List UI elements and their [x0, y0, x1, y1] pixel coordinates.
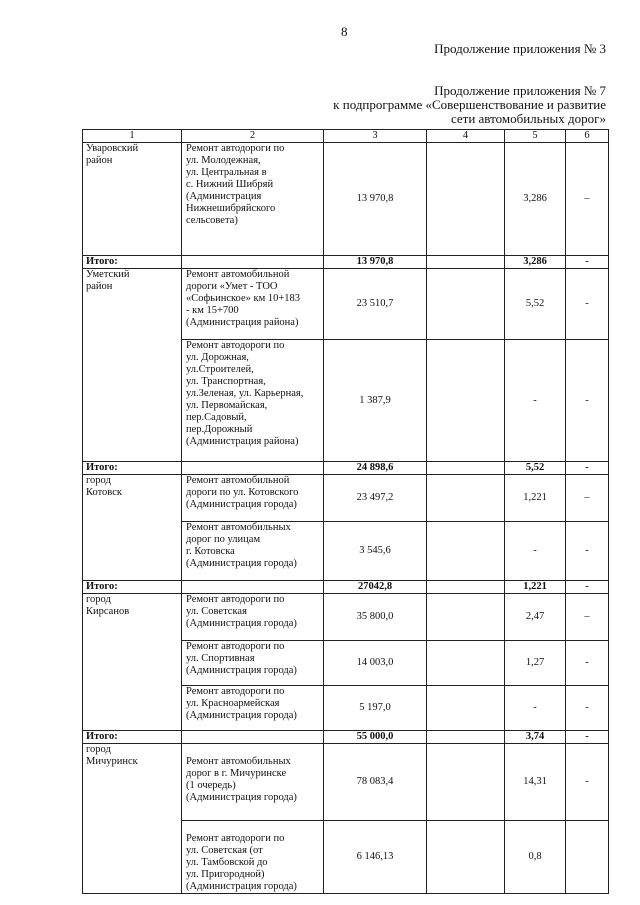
- cost-cell: 5 197,0: [324, 686, 427, 731]
- total-length: 3,286: [505, 256, 566, 269]
- road-repair-table: [82, 129, 609, 894]
- column-number: 1: [83, 130, 182, 143]
- col6-cell: -: [566, 686, 609, 731]
- region-cell: город Котовск: [83, 475, 182, 581]
- column-number: 2: [182, 130, 324, 143]
- total-label: Итого:: [83, 581, 182, 594]
- work-description: Ремонт автомобильной дороги по ул. Котовского (Администрация города): [182, 475, 324, 522]
- work-description: Ремонт автодороги по ул. Дорожная, ул.Строителей, ул. Транспортная, ул.Зеленая, ул. Карьерная, ул. Первомайская, пер.Садовый, пер.Дорожный (Администрация района): [182, 340, 324, 462]
- col6-cell: -: [566, 340, 609, 462]
- cost-cell: 6 146,13: [324, 821, 427, 894]
- col6-cell: -: [566, 269, 609, 340]
- length-cell: 0,8: [505, 821, 566, 894]
- col6-cell: -: [566, 522, 609, 581]
- length-cell: -: [505, 340, 566, 462]
- region-cell: город Мичуринск: [83, 744, 182, 894]
- work-description: Ремонт автодороги по ул. Советская (Администрация города): [182, 594, 324, 641]
- total-length: 1,221: [505, 581, 566, 594]
- table-row: [83, 744, 609, 821]
- total-cost: 24 898,6: [324, 462, 427, 475]
- total-col6: -: [566, 581, 609, 594]
- col4-cell: [427, 821, 505, 894]
- col4-cell: [427, 475, 505, 522]
- col6-cell: -: [566, 641, 609, 686]
- empty-cell: [427, 256, 505, 269]
- empty-cell: [427, 581, 505, 594]
- cost-cell: 78 083,4: [324, 744, 427, 821]
- appendix-continuation-3: Продолжение приложения № 3: [434, 41, 606, 56]
- work-description: Ремонт автодороги по ул. Молодежная, ул. Центральная в с. Нижний Шибряй (Администрация Нижнешибряйского сельсовета): [182, 143, 324, 256]
- col4-cell: [427, 594, 505, 641]
- work-description: Ремонт автомобильной дороги «Умет - ТОО «Софьинское» км 10+183 - км 15+700 (Администрация района): [182, 269, 324, 340]
- total-cost: 55 000,0: [324, 731, 427, 744]
- total-row: [83, 256, 609, 269]
- cost-cell: 23 510,7: [324, 269, 427, 340]
- cost-cell: 13 970,8: [324, 143, 427, 256]
- table-row: [83, 475, 609, 522]
- col4-cell: [427, 340, 505, 462]
- column-number: 6: [566, 130, 609, 143]
- cost-cell: 23 497,2: [324, 475, 427, 522]
- total-label: Итого:: [83, 256, 182, 269]
- col6-cell: –: [566, 475, 609, 522]
- page-number: 8: [341, 24, 348, 39]
- length-cell: -: [505, 686, 566, 731]
- work-description: Ремонт автодороги по ул. Спортивная (Администрация города): [182, 641, 324, 686]
- length-cell: 1,221: [505, 475, 566, 522]
- work-description: Ремонт автодороги по ул. Красноармейская (Администрация города): [182, 686, 324, 731]
- empty-cell: [427, 462, 505, 475]
- appendix-continuation-7: Продолжение приложения № 7: [434, 83, 606, 98]
- empty-cell: [182, 462, 324, 475]
- table-row: [83, 269, 609, 340]
- total-col6: -: [566, 256, 609, 269]
- col6-cell: -: [566, 744, 609, 821]
- col4-cell: [427, 143, 505, 256]
- col6-cell: –: [566, 143, 609, 256]
- cost-cell: 35 800,0: [324, 594, 427, 641]
- work-description: Ремонт автодороги по ул. Советская (от ул. Тамбовской до ул. Пригородной) (Администрация города): [182, 821, 324, 894]
- work-description: Ремонт автомобильных дорог по улицам г. Котовска (Администрация города): [182, 522, 324, 581]
- cost-cell: 1 387,9: [324, 340, 427, 462]
- column-number: 3: [324, 130, 427, 143]
- total-row: [83, 581, 609, 594]
- col6-cell: –: [566, 594, 609, 641]
- length-cell: 14,31: [505, 744, 566, 821]
- length-cell: 2,47: [505, 594, 566, 641]
- empty-cell: [182, 731, 324, 744]
- empty-cell: [427, 731, 505, 744]
- length-cell: 3,286: [505, 143, 566, 256]
- total-length: 3,74: [505, 731, 566, 744]
- subprogram-title-line2: сети автомобильных дорог»: [450, 111, 606, 126]
- length-cell: 1,27: [505, 641, 566, 686]
- cost-cell: 14 003,0: [324, 641, 427, 686]
- col4-cell: [427, 641, 505, 686]
- total-row: [83, 731, 609, 744]
- col4-cell: [427, 269, 505, 340]
- total-label: Итого:: [83, 731, 182, 744]
- col4-cell: [427, 522, 505, 581]
- total-label: Итого:: [83, 462, 182, 475]
- total-col6: -: [566, 731, 609, 744]
- total-col6: -: [566, 462, 609, 475]
- region-cell: Уметский район: [83, 269, 182, 462]
- col4-cell: [427, 686, 505, 731]
- total-row: [83, 462, 609, 475]
- total-cost: 27042,8: [324, 581, 427, 594]
- empty-cell: [182, 581, 324, 594]
- work-description: Ремонт автомобильных дорог в г. Мичуринске (1 очередь) (Администрация города): [182, 744, 324, 821]
- total-cost: 13 970,8: [324, 256, 427, 269]
- total-length: 5,52: [505, 462, 566, 475]
- subprogram-title-line1: к подпрограмме «Совершенствование и развитие: [333, 97, 606, 112]
- region-cell: Уваровский район: [83, 143, 182, 256]
- length-cell: -: [505, 522, 566, 581]
- cost-cell: 3 545,6: [324, 522, 427, 581]
- table-row: [83, 143, 609, 256]
- column-number: 5: [505, 130, 566, 143]
- table-row: [83, 594, 609, 641]
- column-number: 4: [427, 130, 505, 143]
- col4-cell: [427, 744, 505, 821]
- column-number-row: [83, 130, 609, 143]
- region-cell: город Кирсанов: [83, 594, 182, 731]
- col6-cell: [566, 821, 609, 894]
- empty-cell: [182, 256, 324, 269]
- length-cell: 5,52: [505, 269, 566, 340]
